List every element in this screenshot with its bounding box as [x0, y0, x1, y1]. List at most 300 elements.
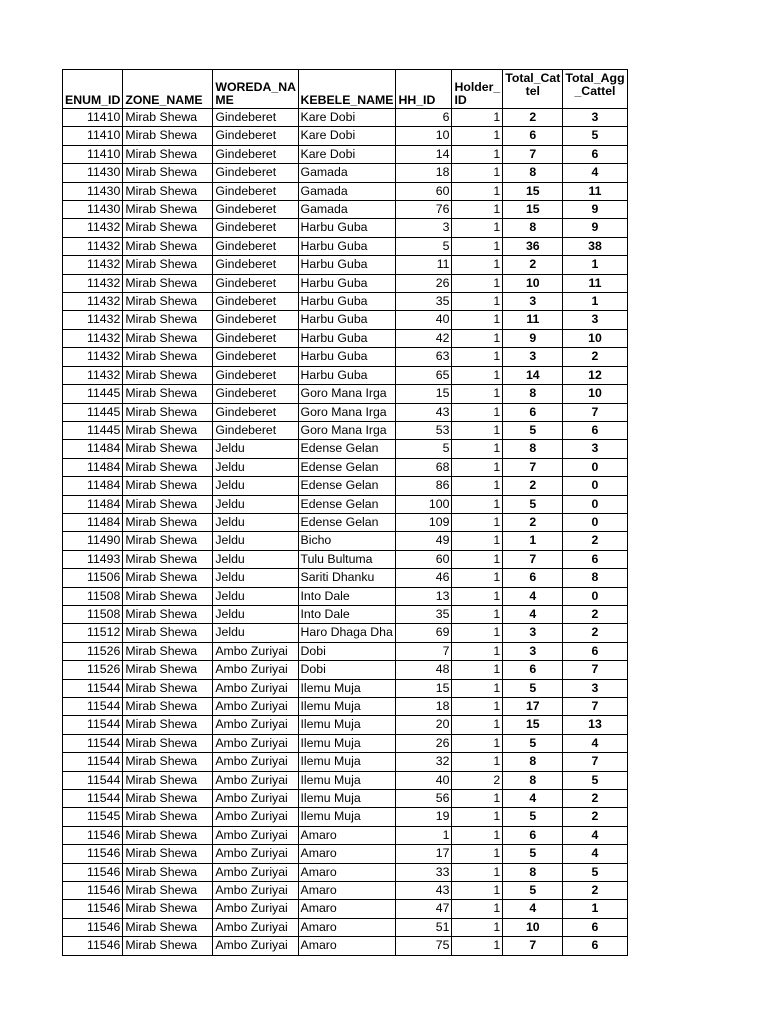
woreda-name-cell: Jeldu — [213, 495, 298, 513]
zone-name-cell: Mirab Shewa — [123, 127, 213, 145]
woreda-name-cell: Jeldu — [213, 550, 298, 568]
hh-id-cell: 47 — [396, 900, 452, 918]
woreda-name-cell: Jeldu — [213, 569, 298, 587]
header-holder-id: Holder_ ID — [452, 70, 503, 109]
hh-id-cell: 18 — [396, 164, 452, 182]
hh-id-cell: 40 — [396, 771, 452, 789]
table-row — [63, 882, 628, 900]
total-cattel-cell: 4 — [503, 900, 563, 918]
zone-name-cell: Mirab Shewa — [123, 918, 213, 936]
table-row — [63, 826, 628, 844]
enum-id-cell: 11493 — [63, 550, 123, 568]
total-cattel-cell: 3 — [503, 624, 563, 642]
kebele-name-cell: Amaro — [298, 826, 396, 844]
table-row — [63, 624, 628, 642]
enum-id-cell: 11546 — [63, 937, 123, 955]
total-cattel-cell: 14 — [503, 366, 563, 384]
header-total-cattel: Total_Cat tel — [503, 70, 563, 109]
woreda-name-cell: Ambo Zuriyai — [213, 826, 298, 844]
total-agg-cattel-cell: 3 — [563, 440, 627, 458]
zone-name-cell: Mirab Shewa — [123, 145, 213, 163]
woreda-name-cell: Gindeberet — [213, 201, 298, 219]
hh-id-cell: 15 — [396, 385, 452, 403]
zone-name-cell: Mirab Shewa — [123, 201, 213, 219]
zone-name-cell: Mirab Shewa — [123, 219, 213, 237]
woreda-name-cell: Ambo Zuriyai — [213, 900, 298, 918]
woreda-name-cell: Gindeberet — [213, 127, 298, 145]
total-agg-cattel-cell: 6 — [563, 550, 627, 568]
hh-id-cell: 109 — [396, 513, 452, 531]
hh-id-cell: 5 — [396, 237, 452, 255]
hh-id-cell: 42 — [396, 329, 452, 347]
zone-name-cell: Mirab Shewa — [123, 624, 213, 642]
zone-name-cell: Mirab Shewa — [123, 550, 213, 568]
kebele-name-cell: Gamada — [298, 201, 396, 219]
total-cattel-cell: 8 — [503, 164, 563, 182]
table-row — [63, 366, 628, 384]
woreda-name-cell: Gindeberet — [213, 403, 298, 421]
zone-name-cell: Mirab Shewa — [123, 182, 213, 200]
zone-name-cell: Mirab Shewa — [123, 256, 213, 274]
total-agg-cattel-cell: 4 — [563, 164, 627, 182]
hh-id-cell: 5 — [396, 440, 452, 458]
table-row — [63, 403, 628, 421]
enum-id-cell: 11432 — [63, 219, 123, 237]
total-agg-cattel-cell: 6 — [563, 937, 627, 955]
total-agg-cattel-cell: 5 — [563, 771, 627, 789]
table-row — [63, 587, 628, 605]
holder-id-cell: 1 — [452, 458, 503, 476]
zone-name-cell: Mirab Shewa — [123, 808, 213, 826]
woreda-name-cell: Jeldu — [213, 532, 298, 550]
enum-id-cell: 11432 — [63, 293, 123, 311]
kebele-name-cell: Harbu Guba — [298, 329, 396, 347]
total-cattel-cell: 2 — [503, 256, 563, 274]
holder-id-cell: 1 — [452, 293, 503, 311]
total-agg-cattel-cell: 9 — [563, 219, 627, 237]
total-agg-cattel-cell: 3 — [563, 311, 627, 329]
woreda-name-cell: Jeldu — [213, 513, 298, 531]
table-row — [63, 642, 628, 660]
holder-id-cell: 1 — [452, 421, 503, 439]
holder-id-cell: 1 — [452, 679, 503, 697]
kebele-name-cell: Edense Gelan — [298, 495, 396, 513]
total-cattel-cell: 3 — [503, 642, 563, 660]
enum-id-cell: 11432 — [63, 329, 123, 347]
table-row — [63, 385, 628, 403]
kebele-name-cell: Ilemu Muja — [298, 734, 396, 752]
woreda-name-cell: Jeldu — [213, 624, 298, 642]
total-agg-cattel-cell: 6 — [563, 145, 627, 163]
total-cattel-cell: 5 — [503, 845, 563, 863]
total-cattel-cell: 5 — [503, 679, 563, 697]
holder-id-cell: 1 — [452, 587, 503, 605]
total-agg-cattel-cell: 7 — [563, 403, 627, 421]
woreda-name-cell: Ambo Zuriyai — [213, 679, 298, 697]
total-cattel-cell: 6 — [503, 569, 563, 587]
enum-id-cell: 11526 — [63, 642, 123, 660]
table-row — [63, 808, 628, 826]
total-agg-cattel-cell: 1 — [563, 256, 627, 274]
holder-id-cell: 1 — [452, 385, 503, 403]
kebele-name-cell: Amaro — [298, 882, 396, 900]
header-kebele-name: KEBELE_NAME — [298, 70, 396, 109]
total-agg-cattel-cell: 11 — [563, 182, 627, 200]
kebele-name-cell: Harbu Guba — [298, 348, 396, 366]
table-row — [63, 716, 628, 734]
hh-id-cell: 75 — [396, 937, 452, 955]
holder-id-cell: 1 — [452, 513, 503, 531]
woreda-name-cell: Jeldu — [213, 458, 298, 476]
enum-id-cell: 11432 — [63, 237, 123, 255]
enum-id-cell: 11544 — [63, 679, 123, 697]
table-row — [63, 661, 628, 679]
kebele-name-cell: Amaro — [298, 863, 396, 881]
enum-id-cell: 11544 — [63, 790, 123, 808]
total-cattel-cell: 15 — [503, 201, 563, 219]
hh-id-cell: 43 — [396, 882, 452, 900]
hh-id-cell: 35 — [396, 605, 452, 623]
holder-id-cell: 1 — [452, 532, 503, 550]
zone-name-cell: Mirab Shewa — [123, 716, 213, 734]
total-agg-cattel-cell: 6 — [563, 918, 627, 936]
hh-id-cell: 10 — [396, 127, 452, 145]
zone-name-cell: Mirab Shewa — [123, 513, 213, 531]
enum-id-cell: 11445 — [63, 421, 123, 439]
total-cattel-cell: 9 — [503, 329, 563, 347]
zone-name-cell: Mirab Shewa — [123, 366, 213, 384]
hh-id-cell: 68 — [396, 458, 452, 476]
hh-id-cell: 65 — [396, 366, 452, 384]
holder-id-cell: 1 — [452, 127, 503, 145]
total-agg-cattel-cell: 3 — [563, 679, 627, 697]
zone-name-cell: Mirab Shewa — [123, 385, 213, 403]
enum-id-cell: 11430 — [63, 182, 123, 200]
table-row — [63, 771, 628, 789]
hh-id-cell: 60 — [396, 182, 452, 200]
table-row — [63, 440, 628, 458]
enum-id-cell: 11432 — [63, 311, 123, 329]
holder-id-cell: 1 — [452, 698, 503, 716]
kebele-name-cell: Amaro — [298, 900, 396, 918]
zone-name-cell: Mirab Shewa — [123, 495, 213, 513]
table-row — [63, 164, 628, 182]
enum-id-cell: 11432 — [63, 366, 123, 384]
enum-id-cell: 11545 — [63, 808, 123, 826]
holder-id-cell: 1 — [452, 311, 503, 329]
table-row — [63, 753, 628, 771]
table-row — [63, 182, 628, 200]
hh-id-cell: 86 — [396, 477, 452, 495]
total-cattel-cell: 4 — [503, 790, 563, 808]
enum-id-cell: 11506 — [63, 569, 123, 587]
total-cattel-cell: 10 — [503, 918, 563, 936]
total-agg-cattel-cell: 6 — [563, 421, 627, 439]
total-cattel-cell: 6 — [503, 661, 563, 679]
woreda-name-cell: Ambo Zuriyai — [213, 790, 298, 808]
table-row — [63, 219, 628, 237]
zone-name-cell: Mirab Shewa — [123, 477, 213, 495]
total-agg-cattel-cell: 5 — [563, 863, 627, 881]
woreda-name-cell: Jeldu — [213, 440, 298, 458]
kebele-name-cell: Goro Mana Irga — [298, 385, 396, 403]
kebele-name-cell: Ilemu Muja — [298, 808, 396, 826]
total-cattel-cell: 4 — [503, 587, 563, 605]
total-agg-cattel-cell: 0 — [563, 513, 627, 531]
total-agg-cattel-cell: 4 — [563, 826, 627, 844]
total-cattel-cell: 5 — [503, 495, 563, 513]
holder-id-cell: 1 — [452, 937, 503, 955]
holder-id-cell: 1 — [452, 329, 503, 347]
hh-id-cell: 13 — [396, 587, 452, 605]
holder-id-cell: 1 — [452, 237, 503, 255]
table-row — [63, 863, 628, 881]
table-row — [63, 274, 628, 292]
hh-id-cell: 7 — [396, 642, 452, 660]
hh-id-cell: 20 — [396, 716, 452, 734]
table-row — [63, 477, 628, 495]
total-agg-cattel-cell: 4 — [563, 845, 627, 863]
hh-id-cell: 46 — [396, 569, 452, 587]
zone-name-cell: Mirab Shewa — [123, 771, 213, 789]
table-row — [63, 900, 628, 918]
woreda-name-cell: Gindeberet — [213, 293, 298, 311]
total-agg-cattel-cell: 9 — [563, 201, 627, 219]
kebele-name-cell: Goro Mana Irga — [298, 421, 396, 439]
table-row — [63, 790, 628, 808]
zone-name-cell: Mirab Shewa — [123, 348, 213, 366]
woreda-name-cell: Ambo Zuriyai — [213, 808, 298, 826]
enum-id-cell: 11508 — [63, 587, 123, 605]
total-agg-cattel-cell: 7 — [563, 661, 627, 679]
zone-name-cell: Mirab Shewa — [123, 734, 213, 752]
total-cattel-cell: 8 — [503, 863, 563, 881]
holder-id-cell: 1 — [452, 256, 503, 274]
total-cattel-cell: 7 — [503, 937, 563, 955]
woreda-name-cell: Jeldu — [213, 605, 298, 623]
kebele-name-cell: Harbu Guba — [298, 311, 396, 329]
holder-id-cell: 1 — [452, 734, 503, 752]
woreda-name-cell: Ambo Zuriyai — [213, 698, 298, 716]
enum-id-cell: 11544 — [63, 734, 123, 752]
zone-name-cell: Mirab Shewa — [123, 329, 213, 347]
enum-id-cell: 11484 — [63, 495, 123, 513]
enum-id-cell: 11410 — [63, 127, 123, 145]
enum-id-cell: 11484 — [63, 458, 123, 476]
enum-id-cell: 11508 — [63, 605, 123, 623]
enum-id-cell: 11432 — [63, 256, 123, 274]
total-agg-cattel-cell: 3 — [563, 109, 627, 127]
holder-id-cell: 1 — [452, 716, 503, 734]
table-row — [63, 256, 628, 274]
zone-name-cell: Mirab Shewa — [123, 679, 213, 697]
total-cattel-cell: 36 — [503, 237, 563, 255]
woreda-name-cell: Gindeberet — [213, 109, 298, 127]
kebele-name-cell: Ilemu Muja — [298, 771, 396, 789]
table-row — [63, 605, 628, 623]
header-woreda-name: WOREDA_NA ME — [213, 70, 298, 109]
table-row — [63, 532, 628, 550]
total-agg-cattel-cell: 1 — [563, 900, 627, 918]
kebele-name-cell: Sariti Dhanku — [298, 569, 396, 587]
kebele-name-cell: Haro Dhaga Dha — [298, 624, 396, 642]
holder-id-cell: 1 — [452, 808, 503, 826]
kebele-name-cell: Harbu Guba — [298, 219, 396, 237]
kebele-name-cell: Into Dale — [298, 587, 396, 605]
total-cattel-cell: 8 — [503, 440, 563, 458]
holder-id-cell: 1 — [452, 440, 503, 458]
total-agg-cattel-cell: 6 — [563, 642, 627, 660]
kebele-name-cell: Harbu Guba — [298, 256, 396, 274]
hh-id-cell: 26 — [396, 274, 452, 292]
total-cattel-cell: 15 — [503, 182, 563, 200]
zone-name-cell: Mirab Shewa — [123, 882, 213, 900]
enum-id-cell: 11410 — [63, 109, 123, 127]
holder-id-cell: 1 — [452, 605, 503, 623]
total-agg-cattel-cell: 4 — [563, 734, 627, 752]
kebele-name-cell: Edense Gelan — [298, 458, 396, 476]
holder-id-cell: 1 — [452, 495, 503, 513]
woreda-name-cell: Gindeberet — [213, 348, 298, 366]
woreda-name-cell: Ambo Zuriyai — [213, 937, 298, 955]
woreda-name-cell: Ambo Zuriyai — [213, 753, 298, 771]
table-row — [63, 698, 628, 716]
kebele-name-cell: Edense Gelan — [298, 477, 396, 495]
hh-id-cell: 14 — [396, 145, 452, 163]
hh-id-cell: 48 — [396, 661, 452, 679]
header-enum-id: ENUM_ID — [63, 70, 123, 109]
total-agg-cattel-cell: 11 — [563, 274, 627, 292]
table-row — [63, 918, 628, 936]
total-agg-cattel-cell: 0 — [563, 495, 627, 513]
enum-id-cell: 11546 — [63, 882, 123, 900]
woreda-name-cell: Gindeberet — [213, 274, 298, 292]
kebele-name-cell: Gamada — [298, 164, 396, 182]
table-row — [63, 348, 628, 366]
kebele-name-cell: Gamada — [298, 182, 396, 200]
woreda-name-cell: Gindeberet — [213, 182, 298, 200]
woreda-name-cell: Ambo Zuriyai — [213, 661, 298, 679]
hh-id-cell: 17 — [396, 845, 452, 863]
kebele-name-cell: Kare Dobi — [298, 109, 396, 127]
kebele-name-cell: Kare Dobi — [298, 145, 396, 163]
enum-id-cell: 11410 — [63, 145, 123, 163]
zone-name-cell: Mirab Shewa — [123, 274, 213, 292]
kebele-name-cell: Ilemu Muja — [298, 716, 396, 734]
kebele-name-cell: Tulu Bultuma — [298, 550, 396, 568]
woreda-name-cell: Gindeberet — [213, 421, 298, 439]
table-row — [63, 127, 628, 145]
hh-id-cell: 18 — [396, 698, 452, 716]
hh-id-cell: 32 — [396, 753, 452, 771]
hh-id-cell: 76 — [396, 201, 452, 219]
woreda-name-cell: Ambo Zuriyai — [213, 771, 298, 789]
zone-name-cell: Mirab Shewa — [123, 698, 213, 716]
table-row — [63, 293, 628, 311]
zone-name-cell: Mirab Shewa — [123, 164, 213, 182]
table-row — [63, 569, 628, 587]
holder-id-cell: 1 — [452, 900, 503, 918]
table-row — [63, 421, 628, 439]
holder-id-cell: 1 — [452, 753, 503, 771]
table-row — [63, 550, 628, 568]
total-cattel-cell: 1 — [503, 532, 563, 550]
kebele-name-cell: Ilemu Muja — [298, 790, 396, 808]
holder-id-cell: 1 — [452, 550, 503, 568]
holder-id-cell: 1 — [452, 790, 503, 808]
woreda-name-cell: Gindeberet — [213, 366, 298, 384]
woreda-name-cell: Jeldu — [213, 477, 298, 495]
total-agg-cattel-cell: 7 — [563, 753, 627, 771]
total-cattel-cell: 8 — [503, 753, 563, 771]
zone-name-cell: Mirab Shewa — [123, 532, 213, 550]
enum-id-cell: 11490 — [63, 532, 123, 550]
hh-id-cell: 3 — [396, 219, 452, 237]
table-row — [63, 845, 628, 863]
table-row — [63, 937, 628, 955]
holder-id-cell: 1 — [452, 642, 503, 660]
zone-name-cell: Mirab Shewa — [123, 569, 213, 587]
zone-name-cell: Mirab Shewa — [123, 587, 213, 605]
holder-id-cell: 1 — [452, 109, 503, 127]
zone-name-cell: Mirab Shewa — [123, 826, 213, 844]
kebele-name-cell: Amaro — [298, 845, 396, 863]
hh-id-cell: 63 — [396, 348, 452, 366]
kebele-name-cell: Harbu Guba — [298, 274, 396, 292]
kebele-name-cell: Into Dale — [298, 605, 396, 623]
holder-id-cell: 1 — [452, 145, 503, 163]
total-agg-cattel-cell: 10 — [563, 385, 627, 403]
enum-id-cell: 11544 — [63, 698, 123, 716]
enum-id-cell: 11544 — [63, 771, 123, 789]
total-agg-cattel-cell: 2 — [563, 882, 627, 900]
total-agg-cattel-cell: 7 — [563, 698, 627, 716]
hh-id-cell: 60 — [396, 550, 452, 568]
table-row — [63, 201, 628, 219]
zone-name-cell: Mirab Shewa — [123, 605, 213, 623]
woreda-name-cell: Gindeberet — [213, 385, 298, 403]
holder-id-cell: 1 — [452, 274, 503, 292]
woreda-name-cell: Gindeberet — [213, 145, 298, 163]
zone-name-cell: Mirab Shewa — [123, 937, 213, 955]
zone-name-cell: Mirab Shewa — [123, 440, 213, 458]
kebele-name-cell: Dobi — [298, 642, 396, 660]
total-agg-cattel-cell: 5 — [563, 127, 627, 145]
hh-id-cell: 26 — [396, 734, 452, 752]
total-cattel-cell: 10 — [503, 274, 563, 292]
woreda-name-cell: Gindeberet — [213, 237, 298, 255]
total-agg-cattel-cell: 1 — [563, 293, 627, 311]
table-row — [63, 311, 628, 329]
enum-id-cell: 11430 — [63, 201, 123, 219]
total-cattel-cell: 7 — [503, 550, 563, 568]
holder-id-cell: 1 — [452, 201, 503, 219]
holder-id-cell: 1 — [452, 918, 503, 936]
table-row — [63, 734, 628, 752]
enum-id-cell: 11484 — [63, 477, 123, 495]
zone-name-cell: Mirab Shewa — [123, 403, 213, 421]
total-cattel-cell: 7 — [503, 458, 563, 476]
hh-id-cell: 35 — [396, 293, 452, 311]
zone-name-cell: Mirab Shewa — [123, 237, 213, 255]
table-row — [63, 513, 628, 531]
holder-id-cell: 1 — [452, 219, 503, 237]
kebele-name-cell: Bicho — [298, 532, 396, 550]
kebele-name-cell: Ilemu Muja — [298, 753, 396, 771]
total-agg-cattel-cell: 2 — [563, 790, 627, 808]
hh-id-cell: 56 — [396, 790, 452, 808]
total-agg-cattel-cell: 8 — [563, 569, 627, 587]
